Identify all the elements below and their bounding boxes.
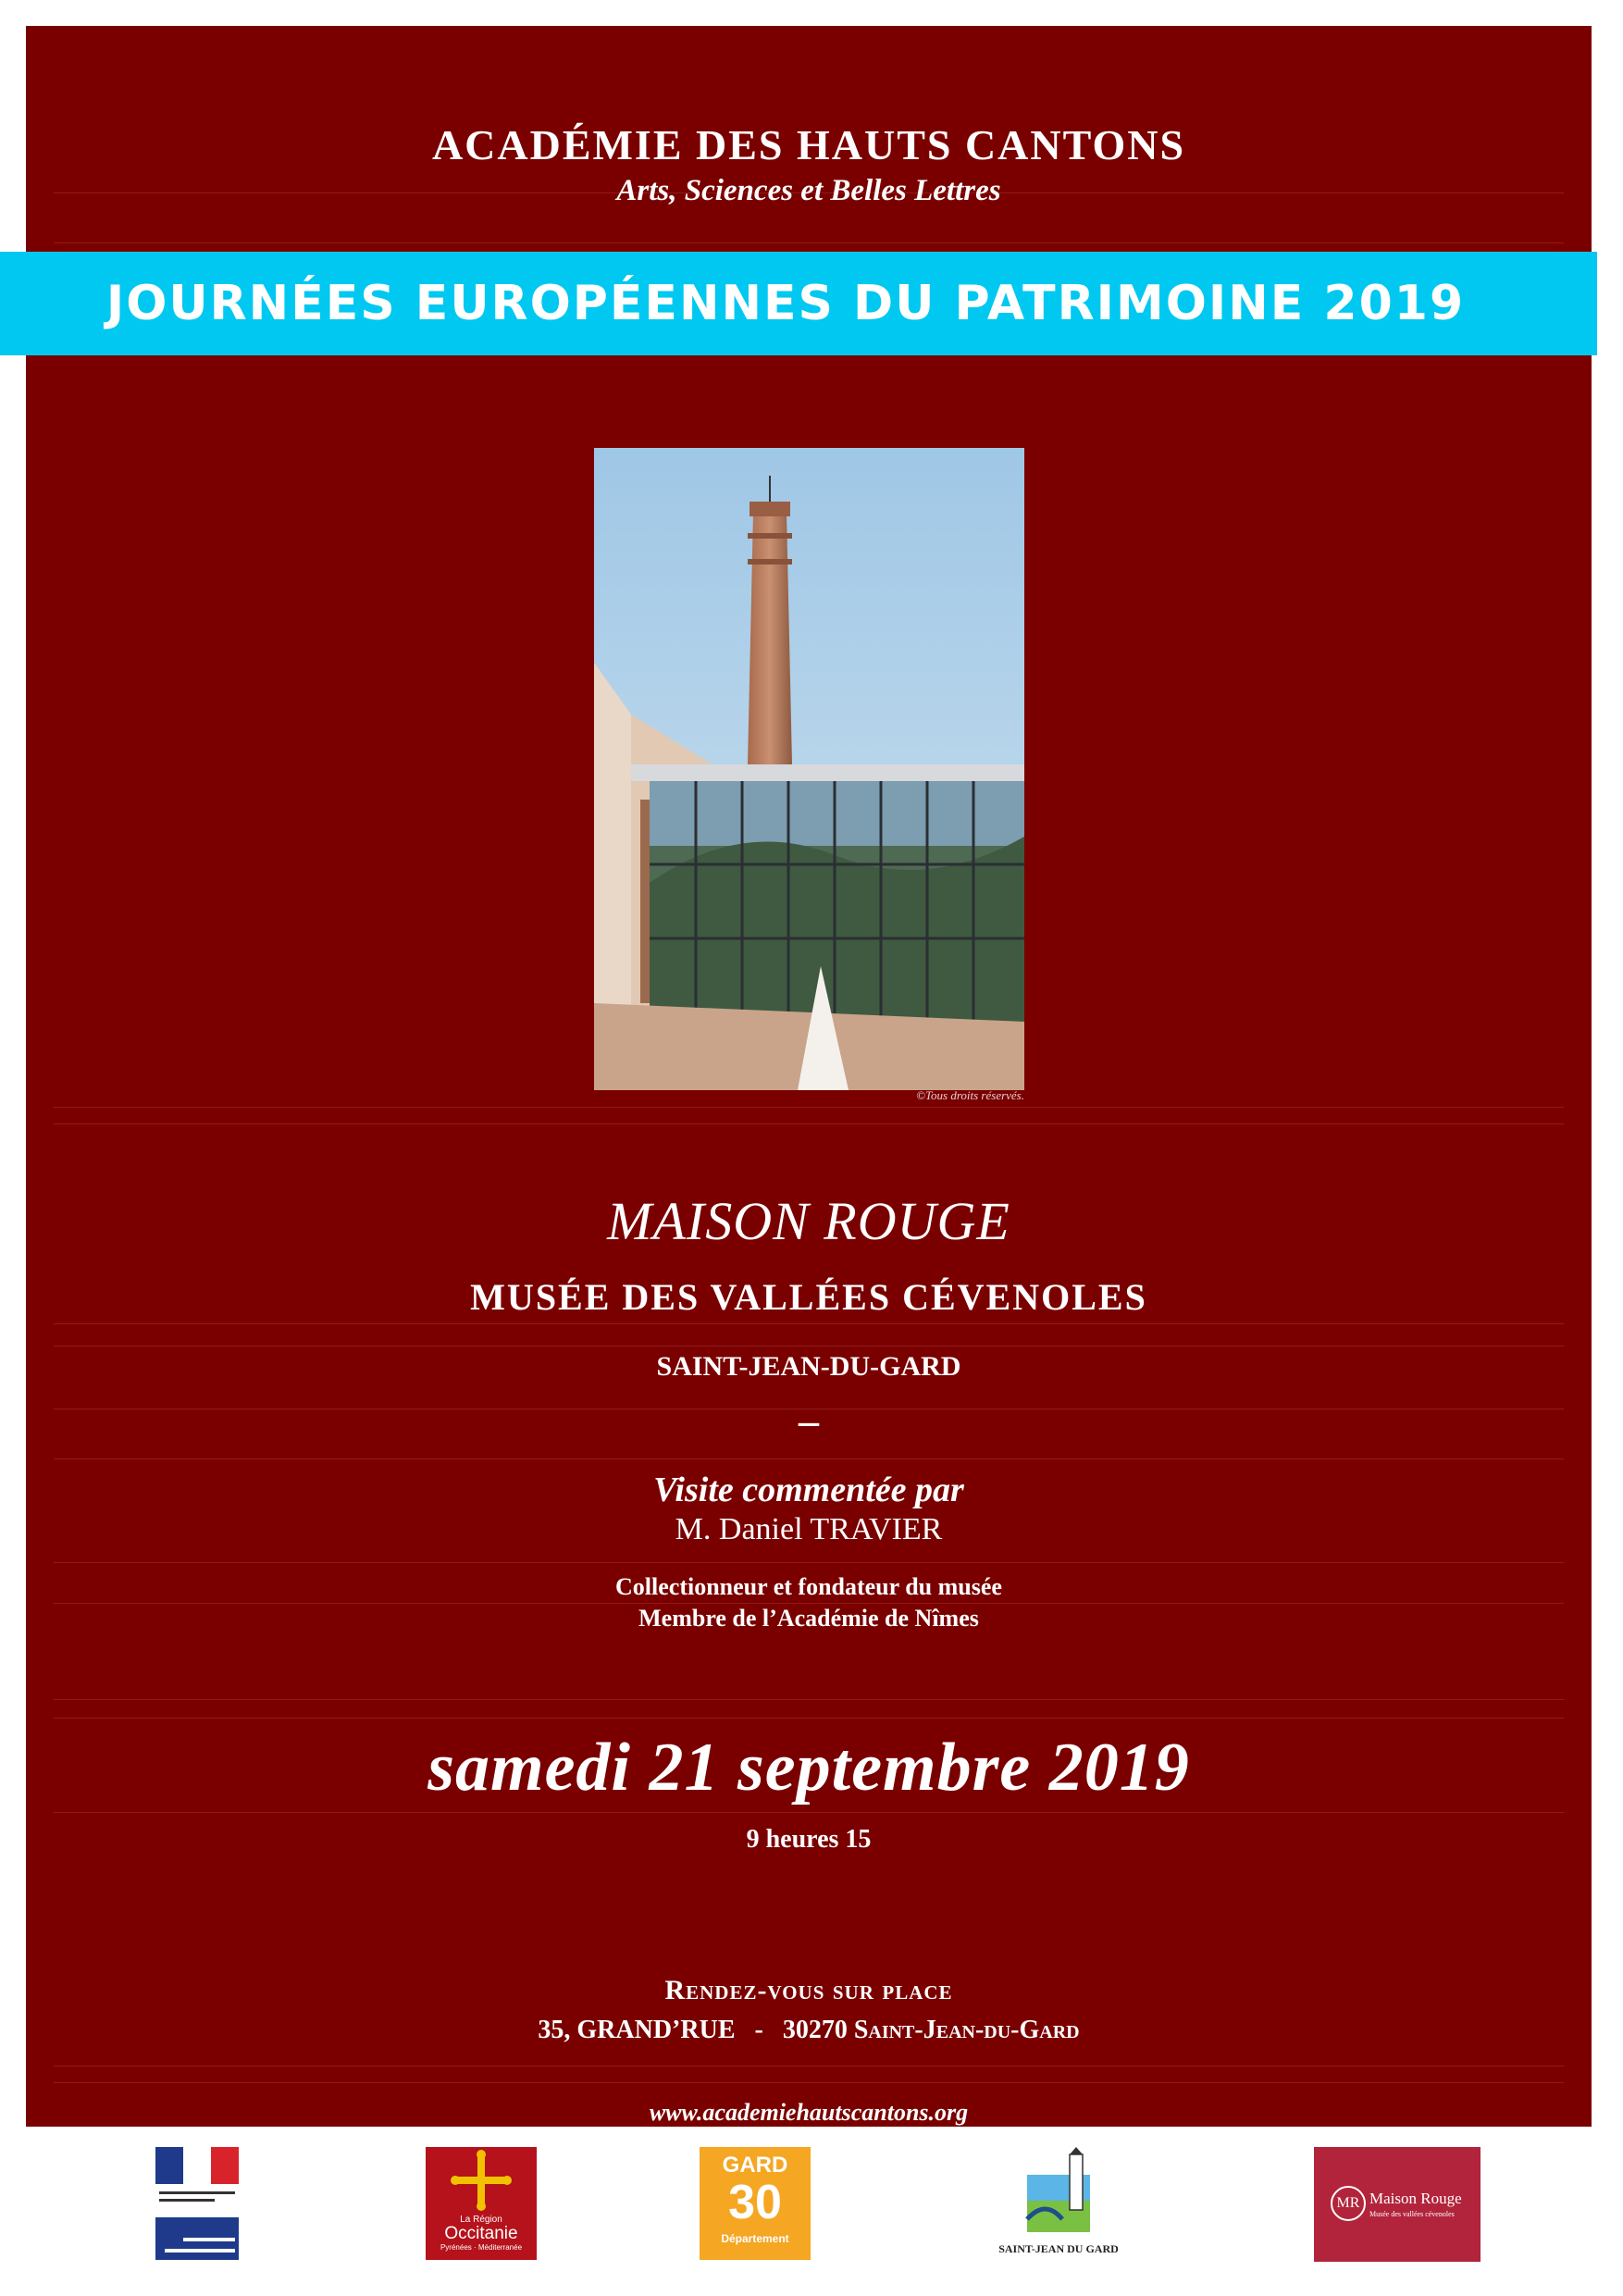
meeting-label: Rendez-vous sur place — [664, 1975, 953, 2005]
partner-logos — [0, 2147, 1623, 2267]
org-name: ACADÉMIE DES HAUTS CANTONS — [431, 121, 1186, 168]
photo-credit: ©Tous droits réservés. — [916, 1088, 1024, 1102]
guide-membership: Membre de l’Académie de Nîmes — [638, 1605, 979, 1632]
sjg-caption: SAINT-JEAN DU GARD — [998, 2242, 1119, 2255]
occitanie-small-label: La Région — [460, 2215, 502, 2225]
divider — [54, 1323, 1564, 1324]
divider — [54, 1718, 1564, 1719]
occitan-cross-icon — [426, 2147, 537, 2214]
divider — [54, 1812, 1564, 1813]
guide-role: Collectionneur et fondateur du musée — [615, 1573, 1002, 1600]
divider — [54, 1603, 1564, 1604]
event-date: samedi 21 septembre 2019 — [427, 1730, 1190, 1806]
maison-rouge-name: Maison Rouge — [1369, 2190, 1462, 2207]
maison-rouge-mark: MR — [1331, 2186, 1366, 2221]
divider — [54, 1699, 1564, 1700]
separator-dash: – — [799, 1398, 819, 1444]
website-link[interactable]: www.academiehautscantons.org — [649, 2099, 969, 2126]
divider — [54, 242, 1564, 243]
gard-number: 30 — [728, 2176, 782, 2229]
divider — [54, 1458, 1564, 1459]
gard-top: GARD — [722, 2153, 788, 2178]
maison-rouge-logo — [1314, 2147, 1481, 2262]
guide-name: M. Daniel TRAVIER — [675, 1512, 943, 1546]
republique-francaise-logo — [155, 2147, 241, 2268]
divider — [54, 1562, 1564, 1563]
guide-intro: Visite commentée par — [653, 1471, 964, 1509]
occitanie-name: Occitanie — [444, 2224, 518, 2243]
divider — [54, 1123, 1564, 1124]
event-time: 9 heures 15 — [746, 1825, 872, 1854]
museum-name: MUSÉE DES VALLÉES CÉVENOLES — [470, 1276, 1147, 1318]
gard-departement-logo — [700, 2147, 811, 2260]
divider — [54, 1346, 1564, 1347]
maison-rouge-sub: Musée des vallées cévenoles — [1369, 2210, 1455, 2218]
town-tower-icon — [1022, 2147, 1096, 2238]
factory-chimney-photo — [594, 448, 1024, 1090]
meeting-address: 35, GRAND’RUE - 30270 Saint-Jean-du-Gard — [538, 2016, 1080, 2044]
occitanie-region-logo — [426, 2147, 537, 2260]
heritage-days-banner: JOURNÉES EUROPÉENNES DU PATRIMOINE 2019 — [0, 252, 1597, 355]
place-title: MAISON ROUGE — [607, 1191, 1010, 1251]
town-name: SAINT-JEAN-DU-GARD — [656, 1351, 961, 1382]
org-tagline: Arts, Sciences et Belles Lettres — [616, 174, 1001, 207]
divider — [54, 2082, 1564, 2083]
divider — [54, 1107, 1564, 1108]
gard-bottom: Département — [721, 2232, 789, 2245]
saint-jean-du-gard-logo — [985, 2147, 1133, 2256]
occitanie-sub: Pyrénées · Méditerranée — [440, 2243, 523, 2252]
